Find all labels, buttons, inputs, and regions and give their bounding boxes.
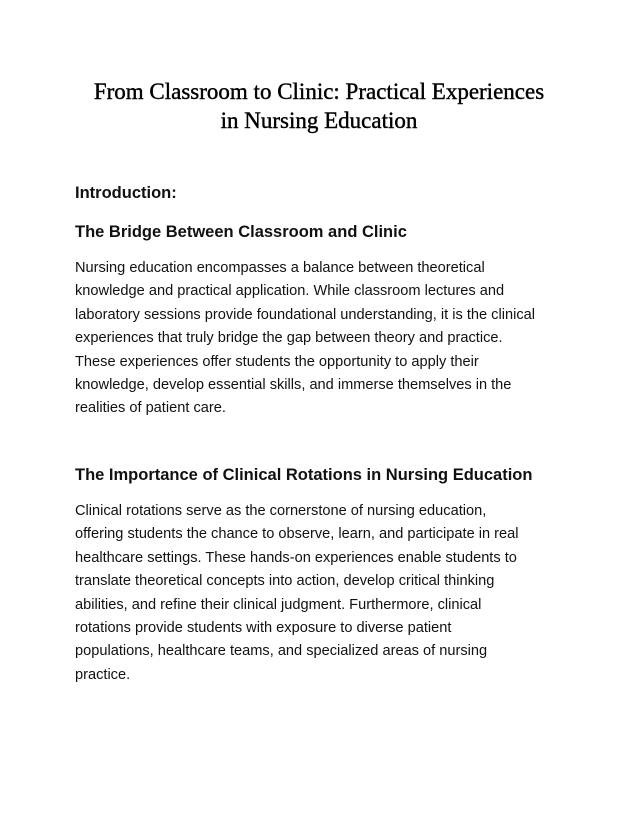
paragraph-line: populations, healthcare teams, and specialized areas of nursing xyxy=(75,643,488,660)
section-heading-bridge: The Bridge Between Classroom and Clinic xyxy=(75,223,407,241)
paragraph-line: Clinical rotations serve as the cornerstone of nursing education, xyxy=(75,503,487,519)
paragraph-line: practice. xyxy=(75,666,131,683)
paragraph-line: offering students the chance to observe, learn, and participate in real xyxy=(75,526,519,543)
paragraph-line: Nursing education encompasses a balance between theoretical xyxy=(75,260,485,276)
paragraph-line: knowledge and practical application. While classroom lectures and xyxy=(75,283,505,300)
paragraph-line: realities of patient care. xyxy=(75,400,226,417)
section-heading-clinical-rotations: The Importance of Clinical Rotations in Nursing Education xyxy=(75,466,533,484)
paragraph-line: healthcare settings. These hands-on experiences enable students to xyxy=(75,549,517,566)
paragraph-line: abilities, and refine their clinical judgment. Furthermore, clinical xyxy=(75,596,482,613)
title-line: From Classroom to Clinic: Practical Experiences xyxy=(93,79,545,104)
paragraph-line: knowledge, develop essential skills, and immerse themselves in the xyxy=(75,377,512,394)
section-paragraph-clinical-rotations xyxy=(75,500,575,687)
paragraph-line: laboratory sessions provide foundational understanding, it is the clinical xyxy=(75,306,535,323)
paragraph-line: translate theoretical concepts into action, develop critical thinking xyxy=(75,573,495,590)
section-paragraph-bridge xyxy=(75,257,575,421)
paragraph-line: These experiences offer students the opportunity to apply their xyxy=(75,353,479,370)
document-title xyxy=(60,77,578,135)
intro-heading: Introduction: xyxy=(75,184,177,202)
title-line: in Nursing Education xyxy=(220,108,418,133)
paragraph-line: experiences that truly bridge the gap between theory and practice. xyxy=(75,330,503,347)
paragraph-line: rotations provide students with exposure to diverse patient xyxy=(75,620,452,637)
